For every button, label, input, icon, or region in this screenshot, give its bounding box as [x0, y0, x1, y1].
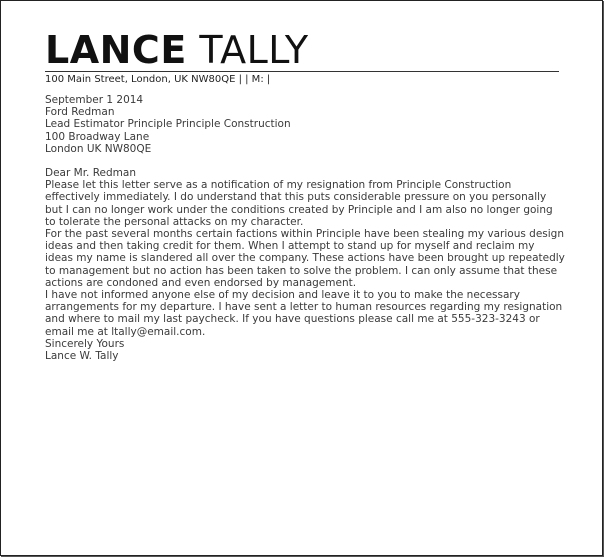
- letter-body: [45, 94, 565, 362]
- recipient-title: Lead Estimator Principle Principle Construction: [45, 118, 291, 131]
- sender-name: [45, 28, 309, 72]
- salutation: Dear Mr. Redman: [45, 167, 136, 180]
- closing: Sincerely Yours: [45, 337, 125, 350]
- recipient-block: [45, 94, 565, 155]
- paragraph-1: Please let this letter serve as a notification of my resignation from Principle Construction effectively immediately. I do understand that this puts considerable pressure on you personally but I can no longer work under the conditions created by Principle and I am also no longer going to tolerate the personal attacks on my character.: [45, 179, 553, 228]
- paragraph-3: I have not informed anyone else of my decision and leave it to you to make the necessary arrangements for my departure. I have sent a letter to human resources regarding my resignation and where to mail my last paycheck. If you have questions please call me at 555-323-3243 or email me at ltally@email.com.: [45, 289, 563, 338]
- recipient-city: London UK NW80QE: [45, 142, 152, 155]
- sender-last-name: TALLY: [199, 28, 309, 72]
- recipient-name: Ford Redman: [45, 106, 115, 119]
- paragraph-2: For the past several months certain factions within Principle have been stealing my various design ideas and then taking credit for them. When I attempt to stand up for myself and reclaim my ideas my name is slandered all over the company. These actions have been brought up repeatedly to management but no action has been taken to solve the problem. I can only assume that these actions are condoned and even endorsed by management.: [45, 228, 565, 289]
- signature: Lance W. Tally: [45, 350, 119, 363]
- recipient-street: 100 Broadway Lane: [45, 130, 150, 143]
- letter-date: September 1 2014: [45, 94, 144, 106]
- sender-contact-line: 100 Main Street, London, UK NW80QE | | M: |: [45, 74, 271, 85]
- header-divider: [45, 71, 559, 72]
- sender-first-name: LANCE: [45, 28, 187, 72]
